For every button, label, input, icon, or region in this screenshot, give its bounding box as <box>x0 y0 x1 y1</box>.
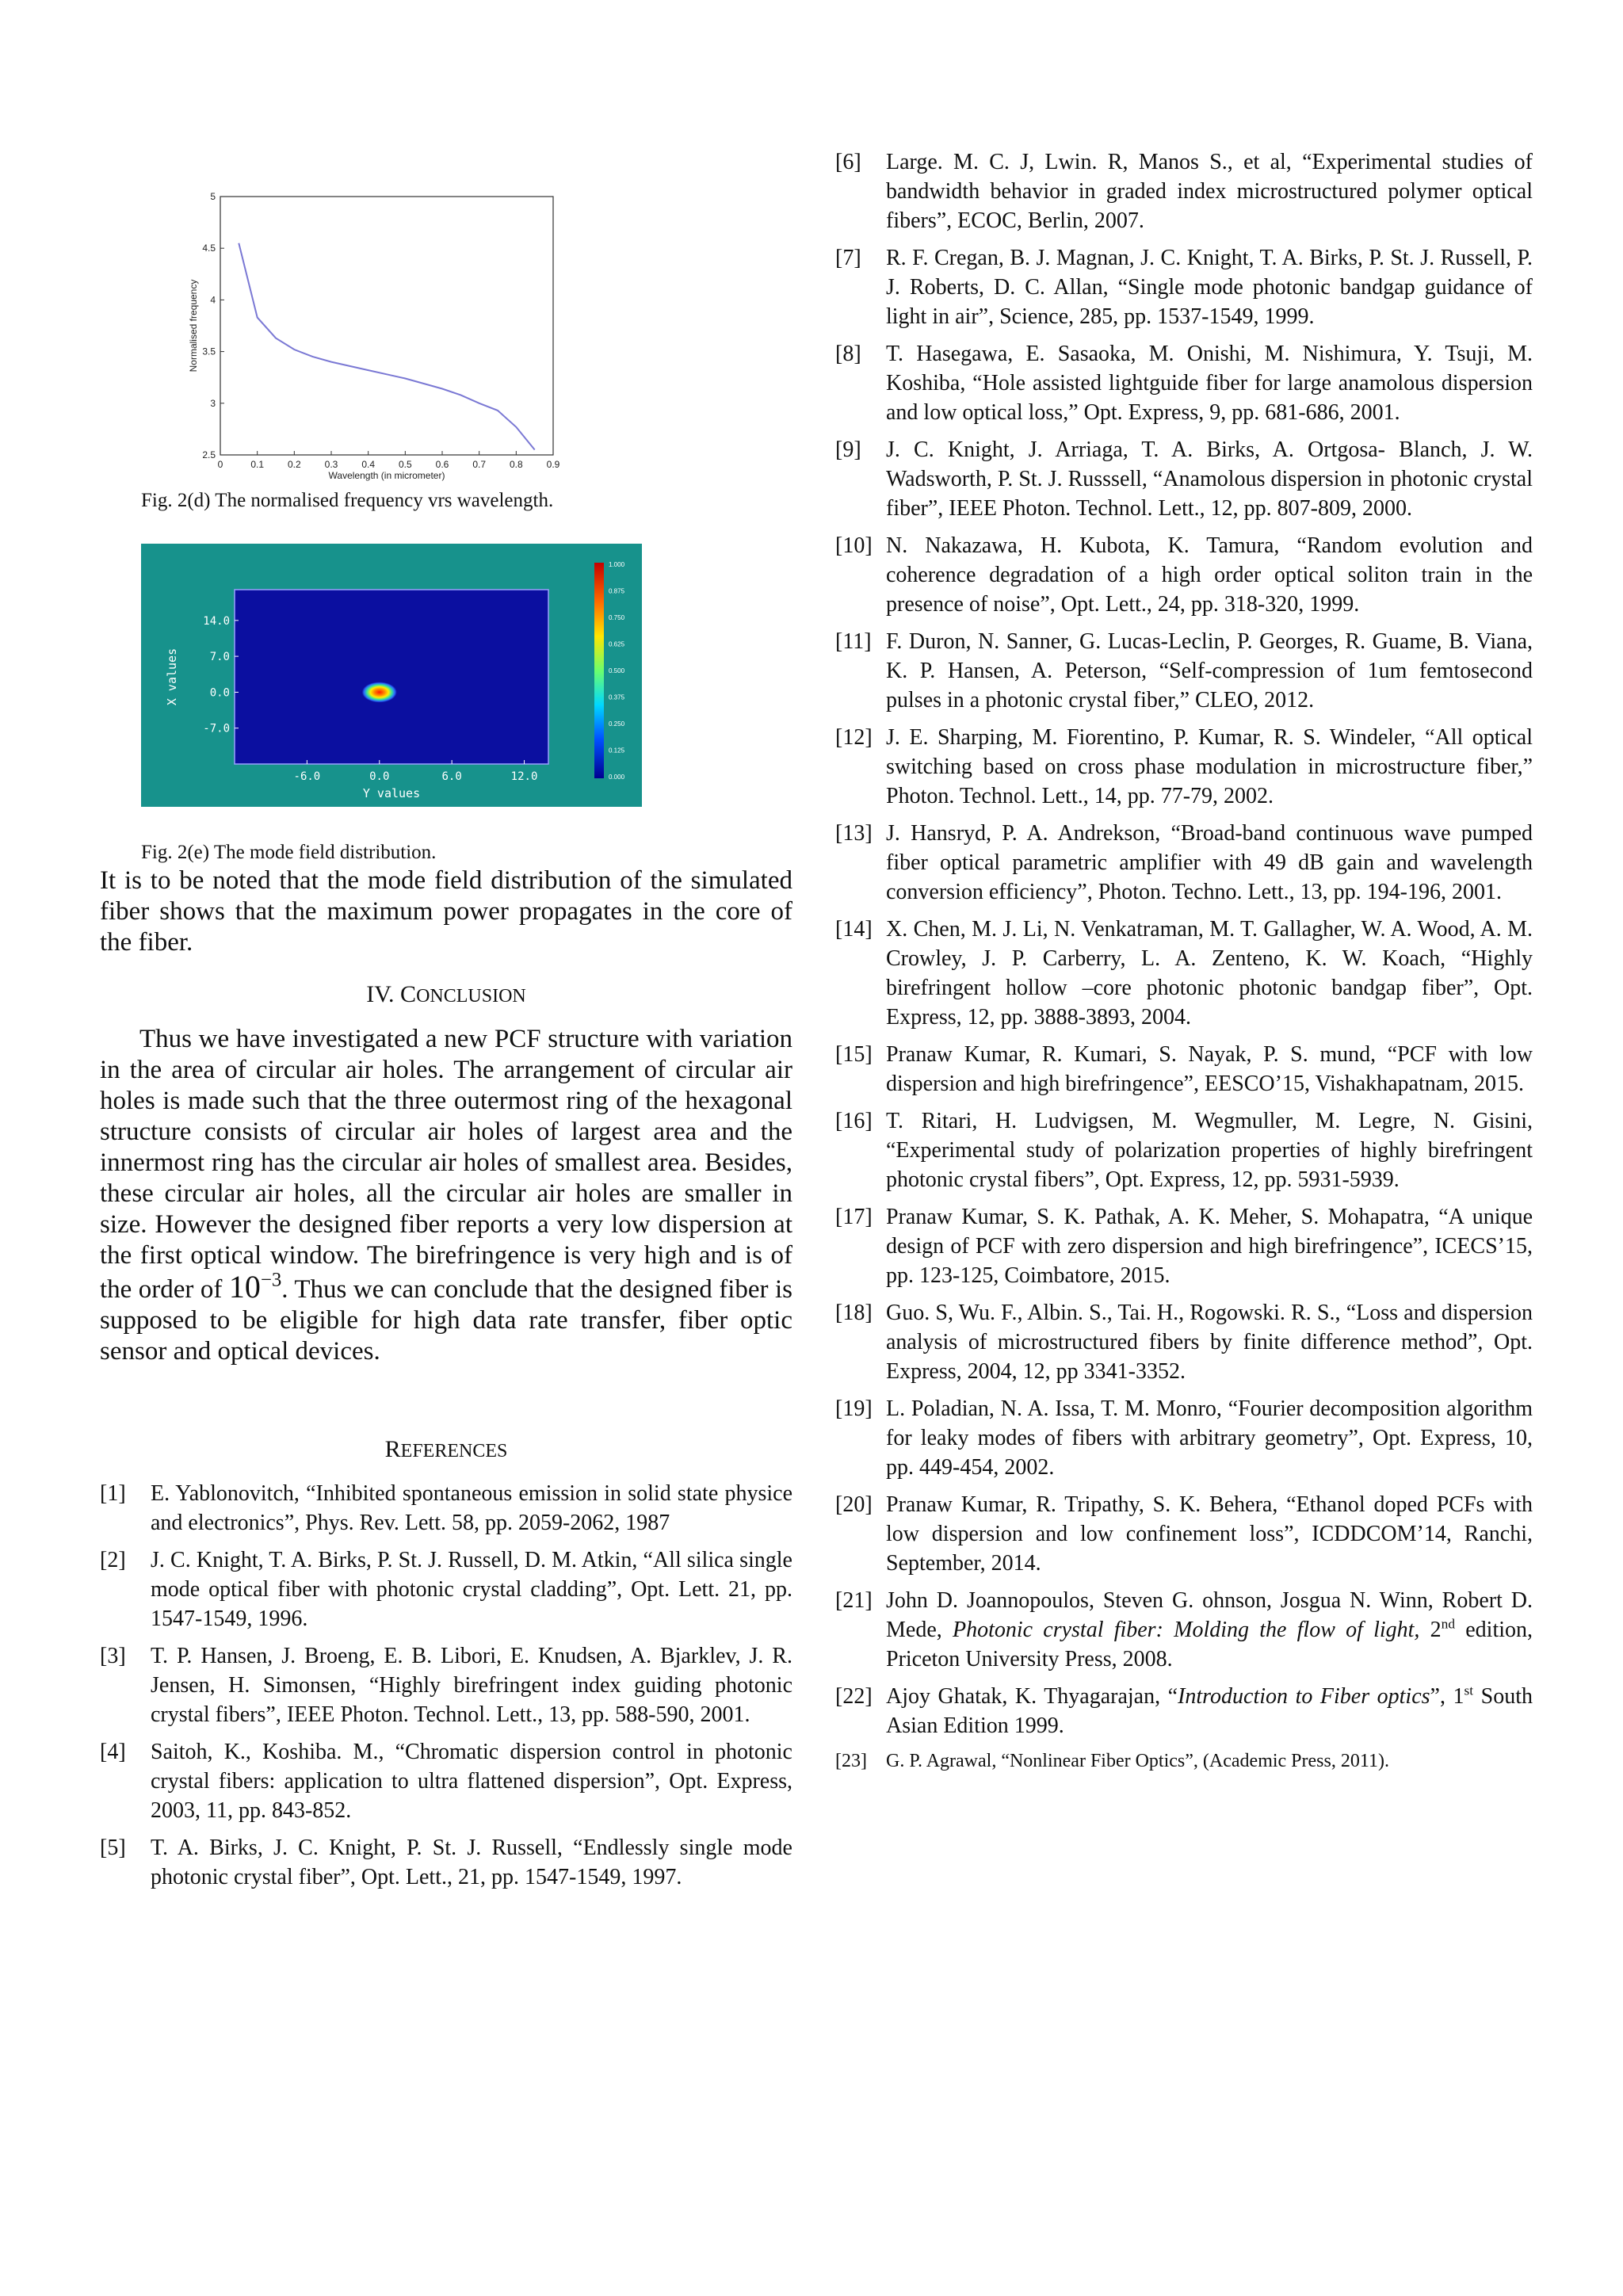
reference-item: [13] J. Hansryd, P. A. Andrekson, “Broad-band continuous wave pumped fiber optical parametric amplifier with 49 dB gain and wavelength conversion efficiency”, Photon. Techno. Lett., 13, pp. 194-196, 2001. <box>835 821 1533 904</box>
tick-label: 0.500 <box>609 667 625 674</box>
tick-label: 0.3 <box>324 459 338 470</box>
y-axis-label: X values <box>165 648 179 706</box>
reference-item: [19] L. Poladian, N. A. Issa, T. M. Monro, “Fourier decomposition algorithm for leaky modes of fibers with arbitrary geometry”, Opt. Express, 10, pp. 449-454, 2002. <box>835 1396 1533 1480</box>
tick-label: 4.5 <box>202 243 216 254</box>
reference-item: [18] Guo. S, Wu. F., Albin. S., Tai. H., Rogowski. R. S., “Loss and dispersion analysis of microstructured fibers by finite difference method”, Opt. Express, 2004, 12, pp 3341-3352. <box>835 1301 1533 1384</box>
reference-item: [15] Pranaw Kumar, R. Kumari, S. Nayak, P. S. mund, “PCF with low dispersion and high birefringence”, EESCO’15, Vishakhapatnam, 2015. <box>835 1042 1533 1096</box>
y-axis-ticks <box>203 615 239 735</box>
colorbar-ticks <box>609 561 625 781</box>
figure-2e-caption: Fig. 2(e) The mode field distribution. <box>141 842 437 863</box>
section-heading-references: REFERENCES <box>384 1436 508 1462</box>
reference-item: [17] Pranaw Kumar, S. K. Pathak, A. K. Meher, S. Mohapatra, “A unique design of PCF with zero dispersion and high birefringence”, ICECS’15, pp. 123-125, Coimbatore, 2015. <box>835 1205 1533 1288</box>
reference-item: [1] E. Yablonovitch, “Inhibited spontaneous emission in solid state physice and electronics”, Phys. Rev. Lett. 58, pp. 2059-2062, 1987 <box>100 1481 792 1535</box>
x-axis-label: Y values <box>362 786 421 800</box>
tick-label: 0.875 <box>609 587 625 595</box>
reference-item: [22] Ajoy Ghatak, K. Thyagarajan, “Introduction to Fiber optics”, 1st South Asian Edition 1999. <box>835 1683 1533 1738</box>
series-line <box>239 243 534 450</box>
reference-list-left <box>100 1479 792 1900</box>
tick-label: 0.6 <box>435 459 449 470</box>
tick-label: 2.5 <box>202 449 216 460</box>
tick-label: 0.2 <box>287 459 301 470</box>
reference-item: [7] R. F. Cregan, B. J. Magnan, J. C. Knight, T. A. Birks, P. St. J. Russell, P. J. Roberts, D. C. Allan, “Single mode photonic bandgap guidance of light in air”, Science, 285, pp. 1537-1549, 1999. <box>835 246 1533 329</box>
reference-item: [20] Pranaw Kumar, R. Tripathy, S. K. Behera, “Ethanol doped PCFs with low dispersion and low confinement loss”, ICDDCOM’14, Ranchi, September, 2014. <box>835 1492 1533 1576</box>
y-axis-ticks <box>202 191 224 460</box>
x-axis-label: Wavelength (in micrometer) <box>328 470 445 481</box>
tick-label: 0.125 <box>609 747 625 755</box>
field-plot-area <box>235 590 548 764</box>
tick-label: 0.000 <box>609 774 625 781</box>
tick-label: 0.625 <box>609 640 625 648</box>
colorbar <box>594 563 604 778</box>
conclusion-paragraph: Thus we have investigated a new PCF structure with variation in the area of circular air holes. The arrangement of circular air holes is made such that the three outermost ring of the hexagonal structure consists of circular air holes of largest area and the innermost ring has the circular air holes of smallest area. Besides, these circular air holes, all the circular air holes are smaller in size. However the designed fiber reports a very low dispersion at the first optical window. The birefringence is very high and is of the order of $10^{-3}$. Thus we can conclude that the designed fiber is supposed to be eligible for high data rate transfer, fiber optic sensor and optical devices. <box>100 1025 792 1366</box>
reference-item: [6] Large. M. C. J, Lwin. R, Manos S., et al, “Experimental studies of bandwidth behavior in graded index microstructured polymer optical fibers”, ECOC, Berlin, 2007. <box>835 150 1533 233</box>
tick-label: 0.4 <box>361 459 376 470</box>
tick-label: 12.0 <box>510 770 538 783</box>
tick-label: 0.0 <box>369 770 390 783</box>
reference-item: [21] John D. Joannopoulos, Steven G. ohnson, Josgua N. Winn, Robert D. Mede, Photonic crystal fiber: Molding the flow of light, 2nd edition, Priceton University Press, 2008. <box>835 1588 1533 1671</box>
figure-2d-line-chart <box>132 182 623 491</box>
tick-label: 0 <box>217 459 223 470</box>
reference-item: [4] Saitoh, K., Koshiba. M., “Chromatic dispersion control in photonic crystal fibers: application to ultra flattened dispersion”, Opt. Express, 2003, 11, pp. 843-852. <box>100 1740 792 1823</box>
reference-item: [3] T. P. Hansen, J. Broeng, E. B. Libori, E. Knudsen, A. Bjarklev, J. R. Jensen, H. Simonsen, “Highly birefringent index guiding photonic crystal fibers”, IEEE Photon. Technol. Lett., 13, pp. 588-590, 2001. <box>100 1644 792 1727</box>
reference-item: [8] T. Hasegawa, E. Sasaoka, M. Onishi, M. Nishimura, Y. Tsuji, M. Koshiba, “Hole assisted lightguide fiber for large anamolous dispersion and low optical loss,” Opt. Express, 9, pp. 681-686, 2001. <box>835 342 1533 425</box>
tick-label: 0.8 <box>509 459 523 470</box>
reference-item: [10] N. Nakazawa, H. Kubota, K. Tamura, “Random evolution and coherence degradation of a high order optical soliton train in the presence of noise”, Opt. Lett., 24, pp. 318-320, 1999. <box>835 533 1533 617</box>
tick-label: 0.1 <box>250 459 265 470</box>
body-paragraph: It is to be noted that the mode field distribution of the simulated fiber shows that the maximum power propagates in the core of the fiber. <box>100 866 792 957</box>
figure-2e-mode-field <box>141 544 642 807</box>
tick-label: 0.5 <box>398 459 412 470</box>
reference-list-right <box>835 147 1533 1782</box>
figure-2d-caption: Fig. 2(d) The normalised frequency vrs wavelength. <box>141 490 554 511</box>
tick-label: 7.0 <box>209 651 230 664</box>
tick-label: 0.750 <box>609 614 625 621</box>
tick-label: 14.0 <box>203 614 230 628</box>
tick-label: 0.375 <box>609 693 625 701</box>
tick-label: 6.0 <box>441 770 462 783</box>
tick-label: 0.0 <box>209 686 230 700</box>
tick-label: 5 <box>210 191 216 202</box>
x-axis-ticks <box>218 451 560 470</box>
reference-item: [23] G. P. Agrawal, “Nonlinear Fiber Optics”, (Academic Press, 2011). <box>835 1751 1389 1771</box>
reference-item: [12] J. E. Sharping, M. Fiorentino, P. Kumar, R. S. Windeler, “All optical switching based on cross phase modulation in microstructure fiber,” Photon. Technol. Lett., 14, pp. 77-79, 2002. <box>835 725 1533 808</box>
tick-label: -7.0 <box>203 722 230 735</box>
tick-label: 4 <box>210 294 216 306</box>
tick-label: 0.7 <box>472 459 487 470</box>
reference-item: [9] J. C. Knight, J. Arriaga, T. A. Birks, A. Ortgosa- Blanch, J. W. Wadsworth, P. St. J. Russsell, “Anamolous dispersion in photonic crystal fiber”, IEEE Photon. Technol. Lett., 12, pp. 807-809, 2000. <box>835 437 1533 521</box>
tick-label: 3.5 <box>202 346 216 357</box>
tick-label: 0.9 <box>546 459 560 470</box>
reference-item: [11] F. Duron, N. Sanner, G. Lucas-Leclin, P. Georges, R. Guame, B. Viana, K. P. Hansen, A. Peterson, “Self-compression of 1um femtosecond pulses in a photonic crystal fiber,” CLEO, 2012. <box>835 629 1533 712</box>
mode-peak-spot <box>362 682 397 702</box>
section-heading-conclusion: IV. CONCLUSION <box>366 981 526 1007</box>
reference-item: [16] T. Ritari, H. Ludvigsen, M. Wegmuller, M. Legre, N. Gisini, “Experimental study of polarization properties of highly birefringent photonic crystal fibers”, Opt. Express, 12, pp. 5931-5939. <box>835 1109 1533 1192</box>
tick-label: 1.000 <box>609 561 625 568</box>
tick-label: 0.250 <box>609 720 625 728</box>
math-expression: $10^{-3}$ <box>228 1269 282 1305</box>
reference-item: [2] J. C. Knight, T. A. Birks, P. St. J. Russell, D. M. Atkin, “All silica single mode optical fiber with photonic crystal cladding”, Opt. Lett. 21, pp. 1547-1549, 1996. <box>100 1548 792 1631</box>
reference-item: [5] T. A. Birks, J. C. Knight, P. St. J. Russell, “Endlessly single mode photonic crystal fiber”, Opt. Lett., 21, pp. 1547-1549, 1997. <box>100 1836 792 1889</box>
tick-label: -6.0 <box>293 770 321 783</box>
reference-item: [14] X. Chen, M. J. Li, N. Venkatraman, M. T. Gallagher, W. A. Wood, A. M. Crowley, J. P. Carberry, L. A. Zenteno, K. W. Koach, “Highly birefringent hollow –core photonic photonic bandgap fiber”, Opt. Express, 12, pp. 3888-3893, 2004. <box>835 917 1533 1030</box>
tick-label: 3 <box>210 397 216 409</box>
y-axis-label: Normalised frequency <box>188 279 199 372</box>
